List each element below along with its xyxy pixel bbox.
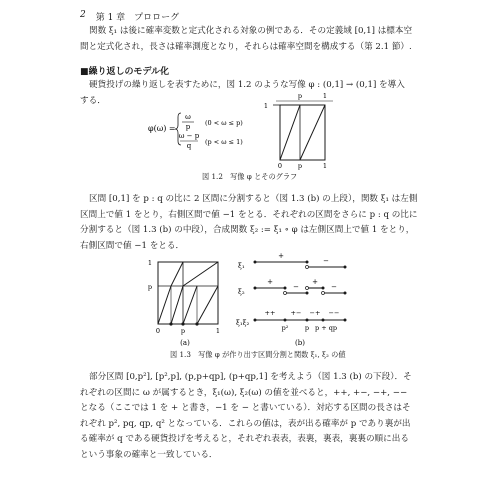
chapter-title: 第 1 章 プロローグ: [95, 13, 180, 23]
endpoint: [322, 319, 325, 322]
graph-a-point: [169, 322, 172, 325]
graph-a-label-one: 1: [147, 259, 152, 267]
tick-label: p + qp: [314, 324, 338, 332]
endpoint: [254, 287, 257, 290]
graph-a-frame: [158, 262, 218, 324]
graph-a-segment: [171, 262, 183, 286]
endpoint: [284, 287, 287, 290]
subfigure-a-label: (a): [180, 339, 190, 347]
case2-condition: (p < ω ≤ 1): [205, 138, 243, 146]
text-line: 区間上で値 1 をとり，右側区間で値 −1 をとる．それぞれの区間をさらに p : q の比に: [80, 209, 418, 220]
row-xi1xi2-label: ξ₁ξ₂: [236, 319, 250, 327]
xi1xi2-sign: −+: [309, 309, 321, 317]
row-xi1-label: ξ₁: [238, 262, 245, 270]
case2-denominator: q: [186, 142, 192, 150]
text-line: 関数 ξ₁ は後に確率変数と定式化される対象の例である．その定義域 [0,1] は標本空: [89, 26, 413, 36]
case1-condition: (0 < ω ≤ p): [205, 119, 243, 127]
graph-a-segment: [183, 286, 197, 324]
graph-a-label-zero: 0: [155, 327, 161, 335]
xi1xi2-sign: ++: [264, 309, 276, 317]
graph-a-label-one-x: 1: [215, 327, 221, 335]
graph-a-label-p-x: p: [180, 327, 186, 335]
figure-1-3a: [148, 259, 220, 347]
endpoint-open: [306, 266, 309, 269]
xi2-sign: −: [331, 283, 337, 291]
tick-label: p: [304, 324, 310, 332]
graph-a-segment: [171, 286, 183, 324]
figure-1-3b: [236, 252, 347, 347]
text-line: 区間 [0,1] を p : q の比に 2 区間に分割すると（図 1.3 (b) の上段），関数 ξ₁ は左側: [89, 194, 418, 204]
text-line: れぞれの区間に ω が属するとき，ξ₁(ω), ξ₂(ω) の値を並べると，++, +−, −+, −−: [80, 387, 408, 398]
x-label-one: 1: [322, 162, 328, 170]
x-label-p: p: [297, 162, 303, 170]
subfigure-b-label: (b): [295, 339, 305, 347]
paragraph-3: [80, 370, 430, 464]
xi2-sign: +: [267, 278, 273, 286]
endpoint: [344, 266, 347, 269]
text-line: 間と定式化され，長さは確率測度となり，それらは確率空間を構成する（第 2.1 節）.: [80, 41, 412, 52]
xi1xi2-sign: +−: [290, 309, 302, 317]
case1-numerator: ω: [185, 113, 191, 121]
text-line: れぞれ p², pq, qp, q² となっている．これらの値は，表が出る確率が p であり裏が出: [80, 418, 411, 429]
x-label-zero: 0: [277, 162, 283, 170]
text-line: となる（ここでは 1 を + と書き，−1 を − と書いている）．対応する区間の長さはそ: [80, 403, 411, 414]
formula-lhs: φ(ω) =: [148, 124, 176, 133]
case2-numerator: ω − p: [178, 132, 200, 140]
endpoint: [306, 261, 309, 264]
graph-a-point: [181, 322, 184, 325]
xi2-sign: +: [312, 278, 318, 286]
figure-1-3-caption: 図 1.3 写像 φ が作り出す区間分割と関数 ξ₁, ξ₂ の値: [170, 350, 346, 359]
graph-a-segment: [183, 262, 218, 286]
endpoint: [306, 292, 309, 295]
xi1-sign: −: [323, 257, 329, 265]
graph-a-label-p: p: [147, 283, 152, 291]
xi2-sign: −: [293, 283, 299, 291]
page-number: 2: [80, 10, 86, 20]
text-line: 硬貨投げの繰り返しを表すために，図 1.2 のような写像 φ : (0,1] → (0,1] を導入: [89, 80, 405, 90]
case1-denominator: p: [185, 123, 191, 131]
endpoint-open: [306, 287, 309, 290]
y-label-one: 1: [263, 102, 268, 110]
row-xi2-label: ξ₂: [238, 288, 245, 296]
endpoint-open: [322, 292, 325, 295]
text-line: 分割すると（図 1.3 (b) の中段），合成関数 ξ₂ := ξ₁ ∘ φ は左側区間上で値 1 をとり，: [80, 225, 415, 236]
endpoint: [344, 292, 347, 295]
graph-a-segment: [158, 286, 171, 324]
text-line: する．: [80, 95, 106, 106]
endpoint: [306, 319, 309, 322]
endpoint-open: [284, 292, 287, 295]
xi1xi2-sign: −−: [328, 309, 340, 317]
endpoint: [254, 261, 257, 264]
endpoint: [254, 319, 257, 322]
endpoint: [344, 319, 347, 322]
top-label-p: p: [297, 92, 303, 100]
figure-1-2-caption: 図 1.2 写像 φ とそのグラフ: [202, 172, 298, 181]
section-heading: ■繰り返しのモデル化: [80, 67, 170, 77]
tick-label: p²: [281, 324, 289, 332]
text-line: 右側区間で値 −1 をとる．: [80, 240, 185, 251]
text-line: という事象の確率と一致している．: [80, 449, 218, 460]
top-label-one: 1: [322, 92, 328, 100]
xi1-sign: +: [278, 252, 284, 260]
graph-a-segment: [197, 286, 218, 324]
graph-a-point: [195, 322, 198, 325]
text-line: 部分区間 [0,p²], [p²,p], (p,p+qp], (p+qp,1] を考えよう（図 1.3 (b) の下段）．そ: [89, 372, 412, 382]
endpoint: [322, 287, 325, 290]
text-line: る確率が q である硬貨投げを考えると，それぞれ表表，表裏，裏表，裏裏の順に出る: [80, 434, 409, 445]
endpoint: [284, 319, 287, 322]
